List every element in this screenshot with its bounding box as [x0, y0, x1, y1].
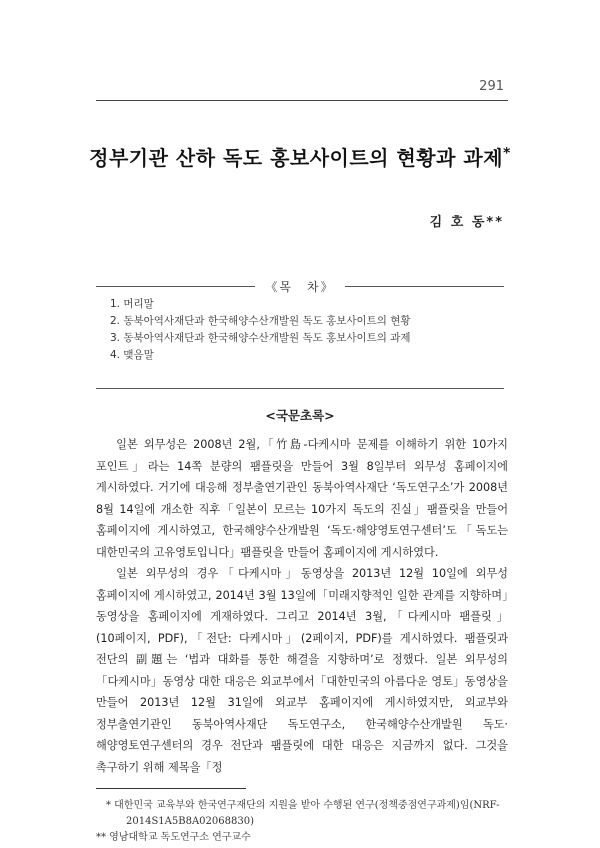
toc-item: 2. 동북아역사재단과 한국해양수산개발원 독도 홍보사이트의 현황: [110, 315, 411, 327]
footnote-2: ** 영남대학교 독도연구소 연구교수: [96, 832, 251, 843]
toc-item: 3. 동북아역사재단과 한국해양수산개발원 독도 홍보사이트의 과제: [110, 332, 411, 344]
footnote-1: * 대한민국 교육부와 한국연구재단의 지원을 받아 수행된 연구(정책중점연구과제)임(NRF-2014S1A5B8A02068830): [106, 800, 500, 827]
abstract-paragraph: 일본 외무성은 2008년 2월,「竹島-다케시마 문제를 이해하기 위한 10가지 포인트」라는 14쪽 분량의 팸플릿을 만들어 3월 8일부터 외무성 홈페이지에 게시하였다. 거기에 대응해 정부출연기관인 동북아역사재단 ‘독도연구소’가 2008년 8월 14일에 개소한 직후「일본이 모르는 10가지 독도의 진실」팸플릿을 만들어 홈페이지에 게시하였고, 한국해양수산개발원 ‘독도·해양영토연구센터’도「독도는 대한민국의 고유영토입니다」팸플릿을 만들어 홈페이지에 게시하였다.: [96, 438, 508, 559]
toc-item: 4. 맺음말: [110, 349, 154, 361]
toc-heading-label: 《목 차》: [265, 280, 335, 294]
abstract-body: [96, 434, 508, 778]
header-rule: [96, 100, 508, 101]
paper-title: [0, 142, 600, 171]
abstract-paragraph: 일본 외무성의 경우「다케시마」동영상을 2013년 12월 10일에 외무성 홈페이지에 게시하였고, 2014년 3월 13일에「미래지향적인 일한 관계를 지향하며」동영상을 홈페이지에 게재하였다. 그리고 2014년 3월,「다케시마 팸플릿」(10페이지, PDF),「전단: 다케시마」(2페이지, PDF)를 게시하였다. 팸플릿과 전단의 副題는 ‘법과 대화를 통한 해결을 지향하며’로 정했다. 일본 외무성의「다케시마」동영상 대한 대응은 외교부에서「대한민국의 아름다운 영토」동영상을 만들어 2013년 12월 31일에 외교부 홈페이지에 게시하였지만, 외교부와 정부출연기관인 동북아역사재단 독도연구소, 한국해양수산개발원 독도·해양영토연구센터의 경우 전단과 팸플릿에 대한 대응은 지금까지 없다. 그것을 촉구하기 위해 제목을「정: [96, 567, 508, 774]
paper-title-text: 정부기관 산하 독도 홍보사이트의 현황과 과제: [89, 146, 504, 170]
title-footnote-mark: *: [503, 145, 511, 162]
toc-list: [96, 296, 504, 389]
toc-heading: [96, 278, 504, 295]
author: 김 호 동**: [429, 215, 504, 230]
toc-rule-right: [345, 286, 504, 287]
footnotes: [96, 798, 508, 846]
toc-item: 1. 머리말: [110, 298, 154, 310]
abstract-heading: <국문초록>: [265, 408, 335, 423]
footnote-rule: [96, 788, 246, 789]
toc-rule-left: [96, 286, 255, 287]
page-number: 291: [479, 79, 504, 94]
